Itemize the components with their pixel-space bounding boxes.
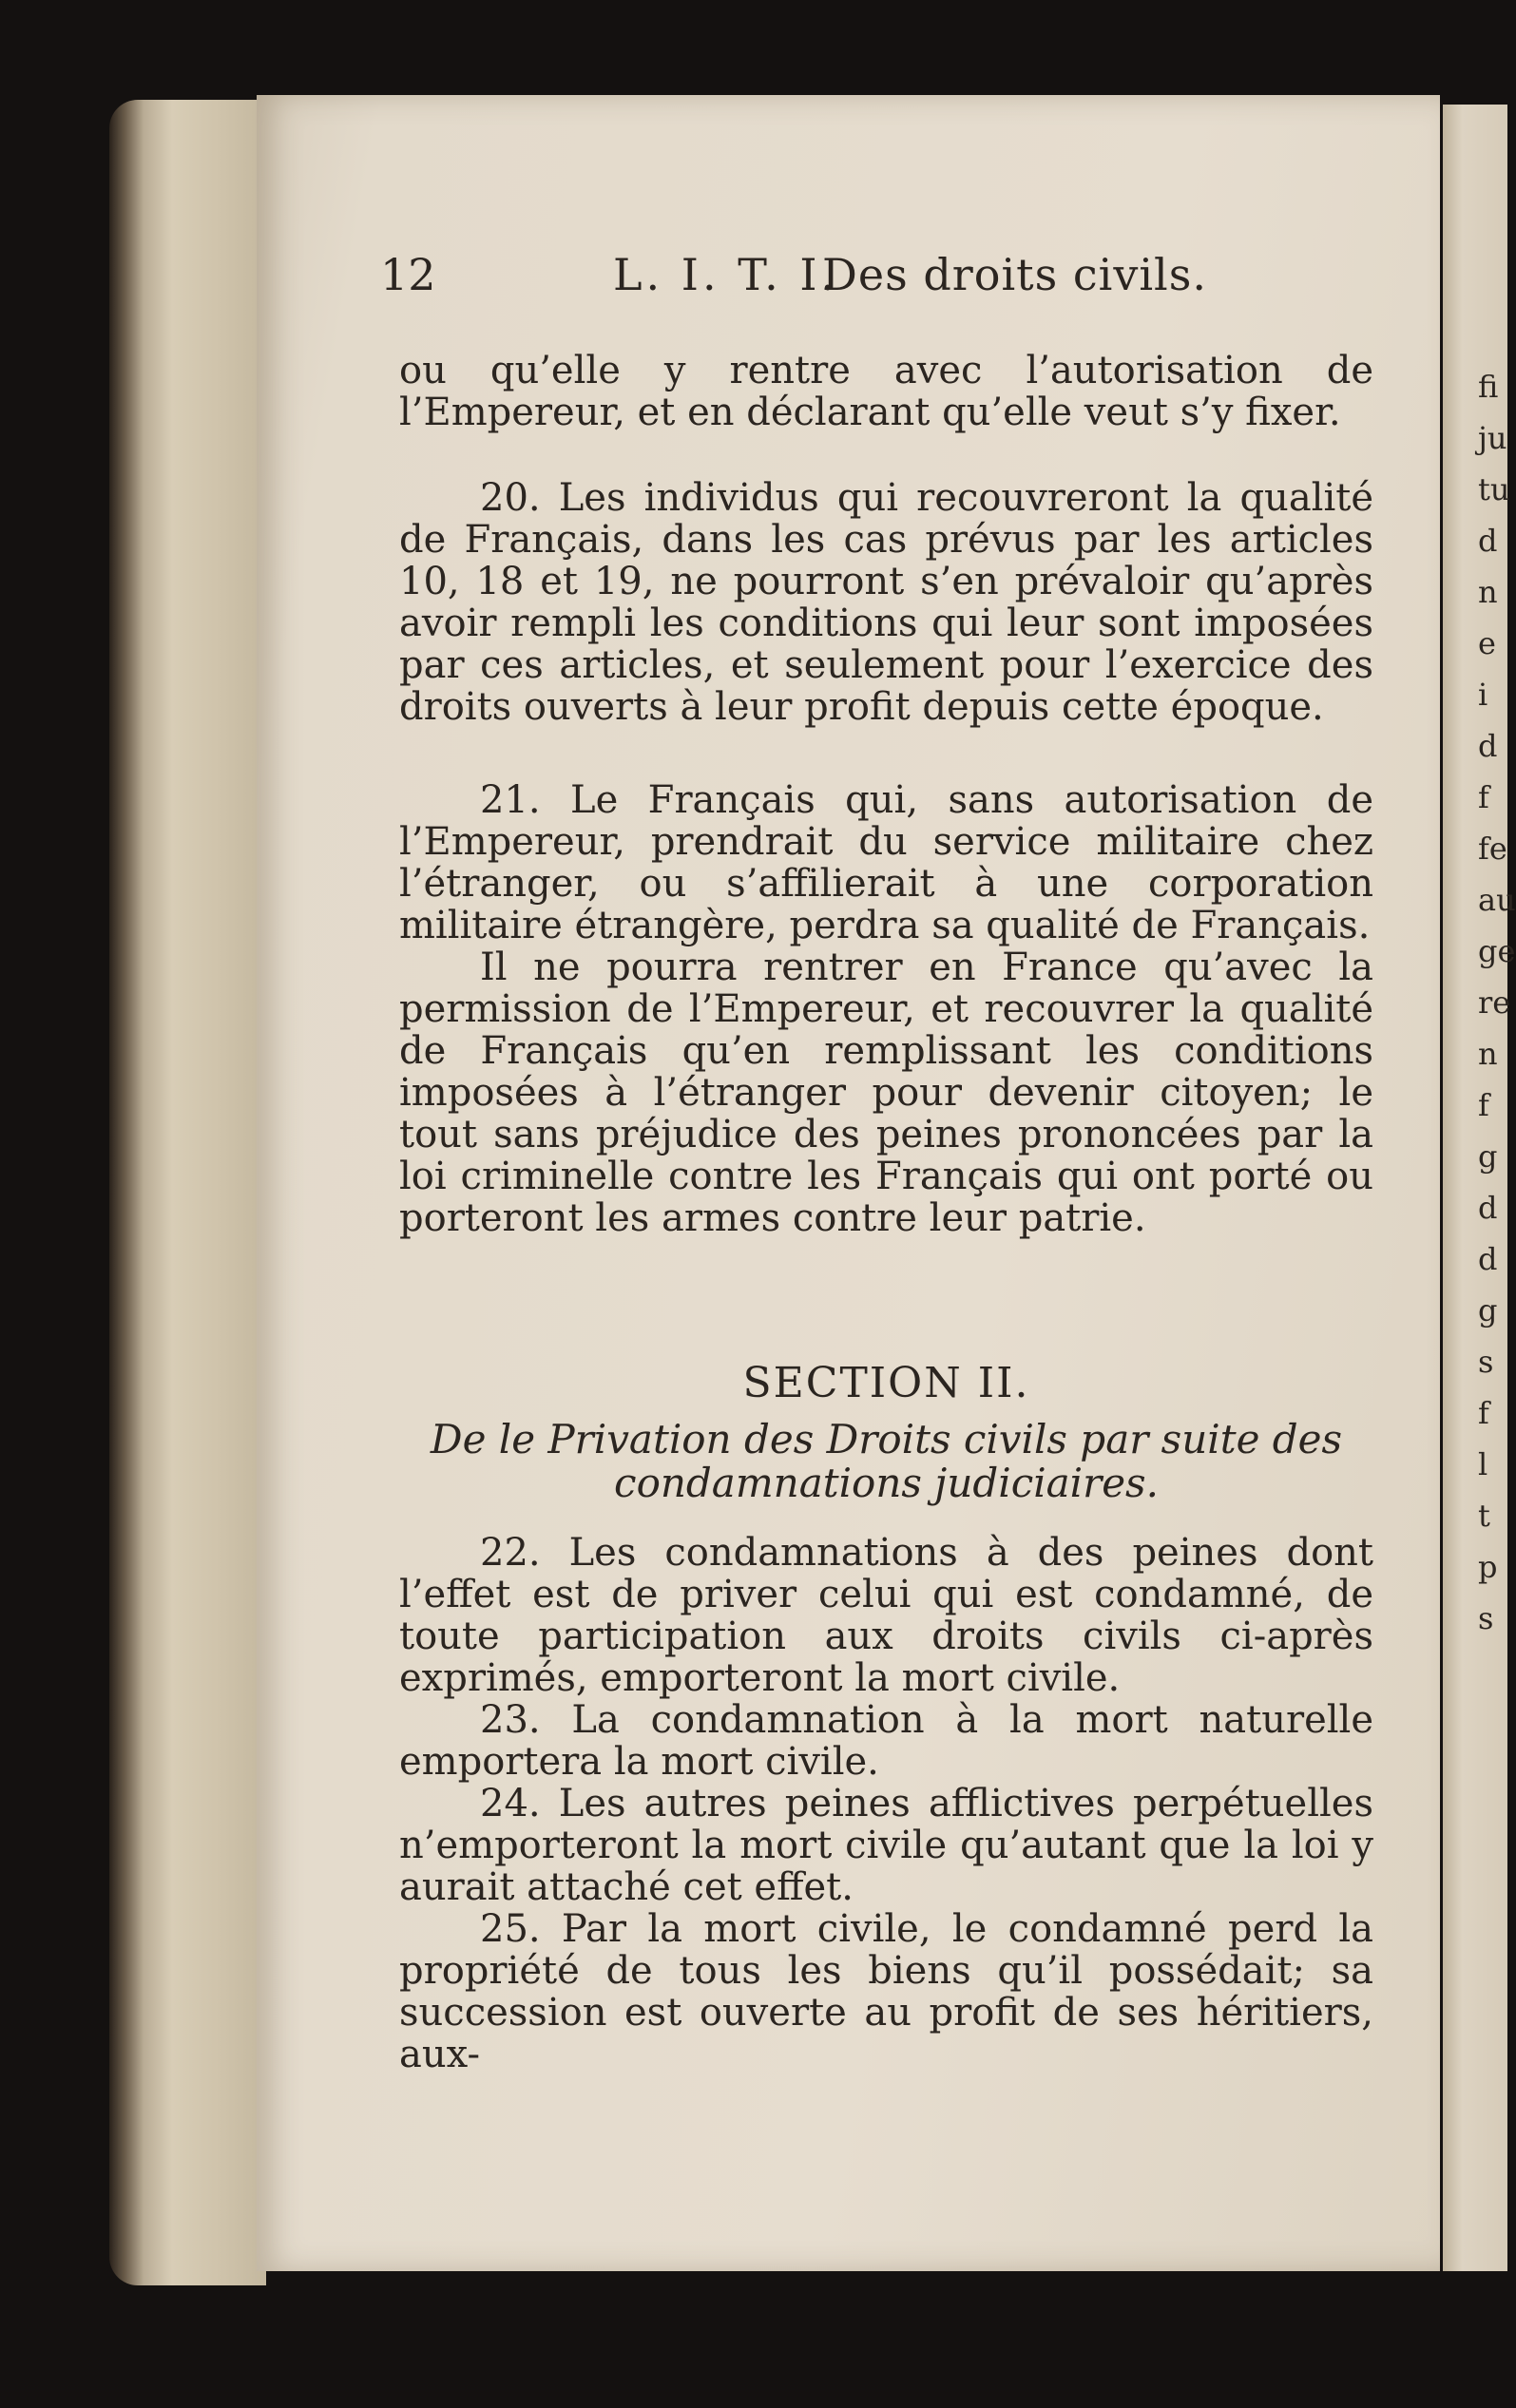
facing-fragment: d bbox=[1478, 728, 1498, 764]
running-title: Des droits civils. bbox=[822, 249, 1208, 300]
facing-fragment: fe bbox=[1478, 831, 1507, 867]
text-block-articles-22-25 bbox=[399, 1532, 1373, 2075]
facing-fragment: re bbox=[1478, 984, 1511, 1021]
facing-fragment: fi bbox=[1478, 369, 1499, 405]
facing-fragment: t bbox=[1478, 1498, 1490, 1534]
article-21: 21. Le Français qui, sans autorisation de l’Empereur, prendrait du service militaire chez l’étranger, ou s’affilierait à une corporation militaire étrangère, perdra sa qualité de Français. bbox=[399, 778, 1373, 947]
running-header bbox=[380, 249, 1359, 306]
article-21-continuation: Il ne pourra rentrer en France qu’avec la permission de l’Empereur, et recouvrer la qualité de Français qu’en remplissant les conditions imposées à l’étranger pour devenir citoyen; le tout sans préjudice des peines prononcées par la loi criminelle contre les Français qui ont porté ou porteront les armes contre leur patrie. bbox=[399, 946, 1373, 1240]
article-23: 23. La condamnation à la mort naturelle emportera la mort civile. bbox=[399, 1698, 1373, 1784]
facing-fragment: d bbox=[1478, 523, 1498, 559]
book-title-reference: L. I. T. I. bbox=[613, 249, 839, 300]
article-24: 24. Les autres peines afflictives perpétuelles n’emporteront la mort civile qu’autant que la loi y aurait attaché cet effet. bbox=[399, 1782, 1373, 1909]
facing-fragment: l bbox=[1478, 1446, 1488, 1482]
facing-page-text bbox=[1478, 361, 1516, 1644]
facing-fragment: au bbox=[1478, 882, 1516, 918]
facing-fragment: d bbox=[1478, 1241, 1498, 1277]
text-block-article-21 bbox=[399, 779, 1373, 1239]
facing-fragment: n bbox=[1478, 1036, 1498, 1072]
article-20: 20. Les individus qui recouvreront la qualité de Français, dans les cas prévus par les articles 10, 18 et 19, ne pourront s’en prévaloir qu’après avoir rempli les conditions qui leur sont imposées par ces articles, et seulement pour l’exercice des droits ouverts à leur profit depuis cette époque. bbox=[399, 476, 1373, 729]
facing-fragment: d bbox=[1478, 1190, 1498, 1226]
section-subtitle: De le Privation des Droits civils par suite des condamnations judiciaires. bbox=[430, 1416, 1343, 1506]
page-number: 12 bbox=[380, 249, 436, 300]
facing-fragment: f bbox=[1478, 1087, 1489, 1123]
facing-fragment: p bbox=[1478, 1549, 1498, 1585]
facing-fragment: f bbox=[1478, 1395, 1489, 1431]
facing-fragment: s bbox=[1478, 1600, 1494, 1636]
article-25: 25. Par la mort civile, le condamné perd la propriété de tous les biens qu’il possédait; sa succession est ouverte au profit de ses héritiers, aux- bbox=[399, 1907, 1373, 2076]
facing-fragment: ge bbox=[1478, 933, 1516, 969]
facing-fragment: e bbox=[1478, 625, 1496, 661]
facing-fragment: g bbox=[1478, 1138, 1498, 1175]
facing-fragment: g bbox=[1478, 1292, 1498, 1328]
facing-fragment: ju bbox=[1478, 420, 1507, 456]
facing-fragment: tu bbox=[1478, 471, 1510, 507]
section-title: SECTION II. bbox=[742, 1359, 1030, 1407]
book-fore-edge bbox=[109, 100, 266, 2285]
facing-fragment: i bbox=[1478, 677, 1488, 713]
facing-fragment: f bbox=[1478, 779, 1489, 815]
text-block-article-20 bbox=[399, 477, 1373, 728]
paragraph-continuation: ou qu’elle y rentre avec l’autorisation de l’Empereur, et en déclarant qu’elle veut s’y fixer. bbox=[399, 349, 1373, 434]
facing-fragment: s bbox=[1478, 1344, 1494, 1380]
article-22: 22. Les condamnations à des peines dont l’effet est de priver celui qui est condamné, de toute participation aux droits civils ci-après exprimés, emporteront la mort civile. bbox=[399, 1531, 1373, 1700]
facing-fragment: n bbox=[1478, 574, 1498, 610]
text-block-continuation bbox=[399, 350, 1373, 433]
